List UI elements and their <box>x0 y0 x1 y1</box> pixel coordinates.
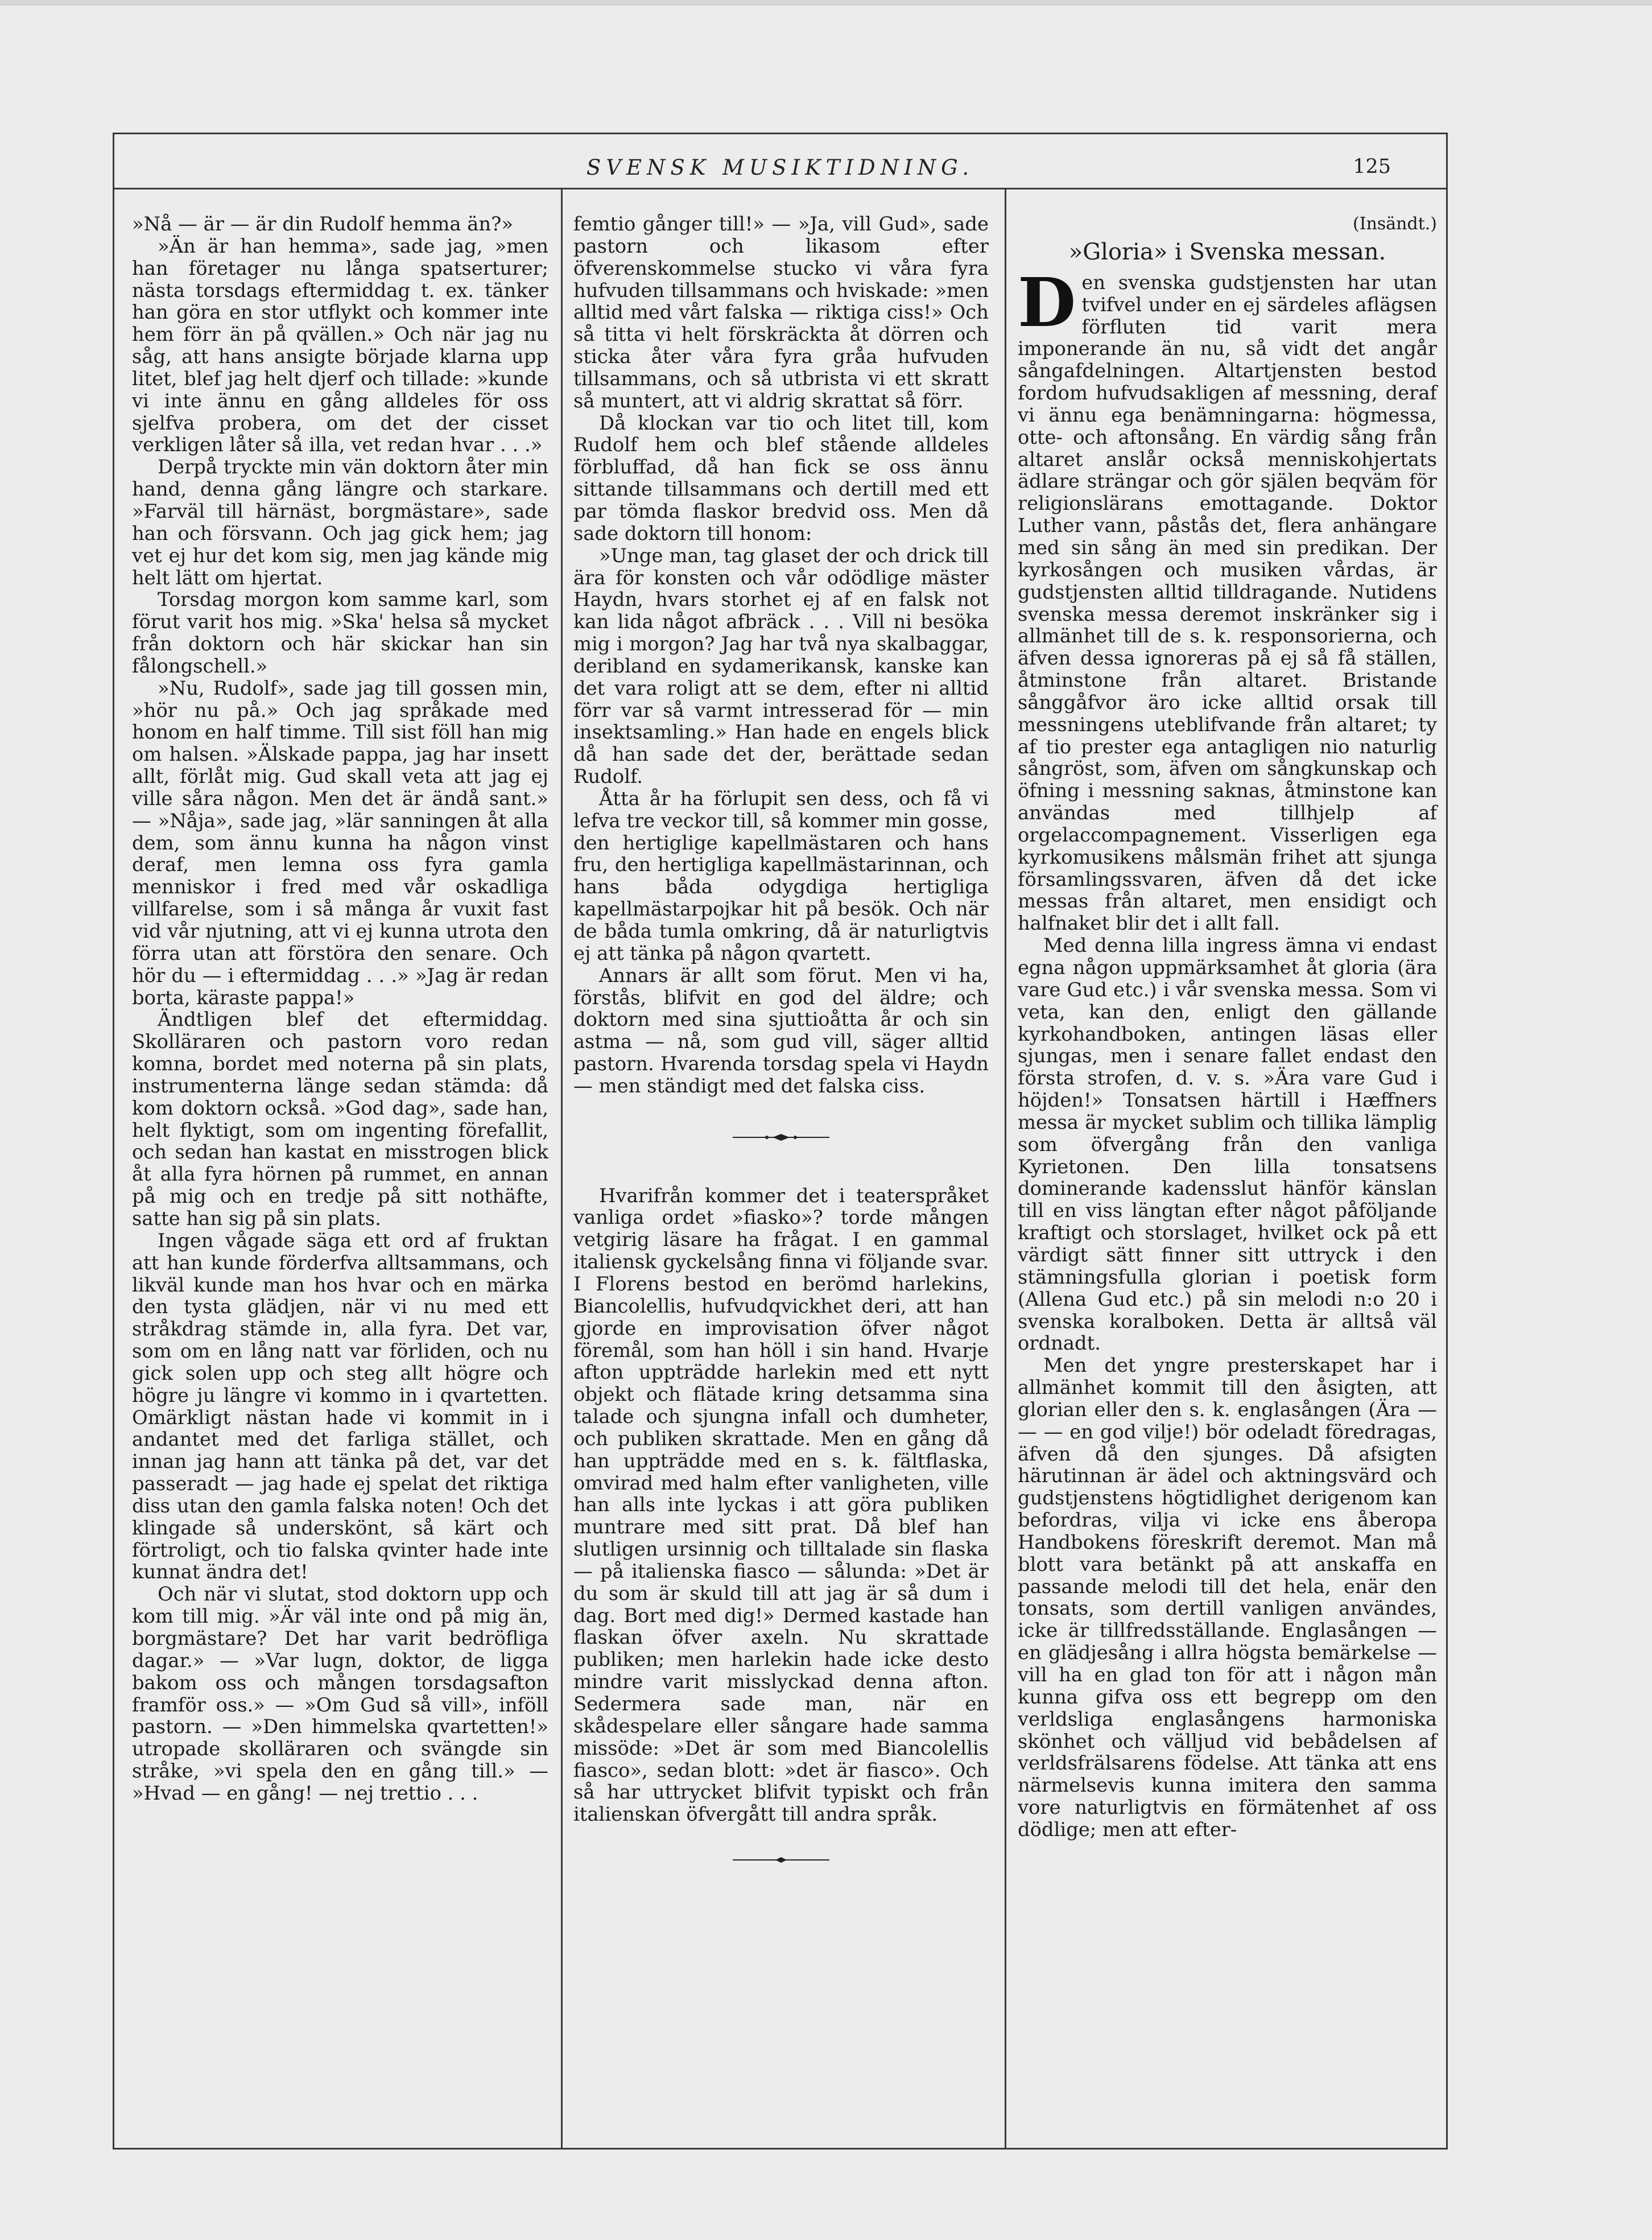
paragraph: Och när vi slutat, stod doktorn upp och kom till mig. »Är väl inte ond på mig än, borgmästare? Det har varit bedröfliga dagar.» — »Var lugn, doktor, de ligga bakom oss och mången torsdagsafton framför oss.» — »Om Gud så vill», inföll pastorn. — »Den himmelska qvartetten!» utropade skolläraren och svängde sin stråke, »vi spela den en gång till.» — »Hvad — en gång! — nej trettio . . . <box>132 1583 548 1804</box>
paragraph: »Nu, Rudolf», sade jag till gossen min, »hör nu på.» Och jag språkade med honom en half timme. Till sist föll han mig om halsen. »Älskade pappa, jag har insett allt, förlåt mig. Gud skall veta att jag ej ville såra någon. Men det är ändå sant.» — »Nåja», sade jag, »lär sanningen åt alla dem, som ännu kunna ha någon vinst deraf, men lemna oss fyra gamla menniskor i fred med vår oskadliga villfarelse, som i så många år vuxit fast vid vår njutning, att vi ej kunna utrota den förra utan att förstöra den senare. Och hör du — i eftermiddag . . .» »Jag är redan borta, käraste pappa!» <box>132 676 548 1009</box>
paragraph: Hvarifrån kommer det i teaterspråket vanliga ordet »fiasko»? torde mången vetgirig läsare ha frågat. I en gammal italiensk gyckelsång finna vi följande svar. I Florens bestod en berömd harlekins, Biancolellis, hufvudqvickhet deri, att han gjorde en improvisation öfver något föremål, som han höll i sin hand. Hvarje afton uppträdde harlekin med ett nytt objekt och flätade kring detsamma sina talade och sjungna infall och dumheter, och publiken skrattade. Men en gång då han uppträdde med en s. k. fältflaska, omvirad med halm efter vanligheten, ville han alls inte lyckas i att göra publiken muntrare med sitt prat. Då blef han slutligen ursinnig och tilltalade sin flaska — på italienska fiasco — sålunda: »Det är du som är skuld till att jag är så dum i dag. Bort med dig!» Dermed kastade han flaskan öfver axeln. Nu skrattade publiken; men harlekin hade icke desto mindre varit misslyckad denna afton. Sedermera sade man, när en skådespelare eller sångare hade samma missöde: »Det är som med Biancolellis fiasco», sedan blott: »det är fiasco». Och så har uttrycket blifvit typiskt och från italienskan öfvergått till andra språk. <box>573 1184 989 1826</box>
column-3 <box>1018 213 1437 1841</box>
paragraph <box>1018 262 1437 935</box>
paragraph: Då klockan var tio och litet till, kom Rudolf hem och blef stående alldeles förbluffad, då han fick se oss ännu sittande tillsammans och dertill med ett par tömda flaskor bredvid oss. Men då sade doktorn till honom: <box>573 411 989 544</box>
paragraph-text: en svenska gudstjensten har utan tvifvel under en ej särdeles aflägsen förfluten tid varit mera imponerande än nu, så vidt det angår sångafdelningen. Altartjensten bestod fordom hufvudsakligen af messning, deraf vi ännu ega benämningarna: högmessa, otte- och aftonsång. En värdig sång från altaret anslår också menniskohjertats ädlare strängar och gör själen beqväm för religionslärans emottagande. Doktor Luther vann, påstås det, flera anhängare med sin sång än med sin predikan. Der kyrkosången och musiken vårdas, är gudstjensten alltid tilldragande. Nutidens svenska messa deremot inskränker sig i allmänhet till de s. k. responsorierna, och äfven dessa ignoreras på ej så få ställen, åtminstone från altaret. Bristande sånggåfvor äro icke alltid orsak till messningens uteblifvande från altaret; ty af tio prester ega antagligen nio naturlig sångröst, som, äfven om sångkunskap och öfning i messning saknas, åtminstone kan användas med tillhjelp af orgelaccompagnement. Visserligen ega kyrkomusikens målsmän frihet att sjunga församlingssvaren, äfven då det icke messas från altaret, men ensidigt och halfnaket blir det i allt fall. <box>1018 271 1437 935</box>
paragraph: »Nå — är — är din Rudolf hemma än?» <box>132 213 513 235</box>
column-2 <box>573 213 989 1876</box>
paragraph: Ingen vågade säga ett ord af fruktan att han kunde förderfva alltsammans, och likväl kunde man hos hvar och en märka den tysta glädjen, när vi nu med ett stråkdrag stämde in, alla fyra. Det var, som om en lång natt var förliden, och nu gick solen upp och steg allt högre och högre ju längre vi kommo in i qvartetten. Omärkligt nästan hade vi kommit in i andantet med det farliga stället, och innan jag hann att tänka på det, var det passeradt — jag hade ej spelat det riktiga diss utan den gamla falska noten! Och det klingade så underskönt, så kärt och förtroligt, och tio falska qvinter hade inte kunnat ändra det! <box>132 1229 548 1583</box>
paragraph: femtio gånger till!» — »Ja, vill Gud», sade pastorn och likasom efter öfverenskommelse stucko vi våra fyra hufvuden tillsammans och hviskade: »men alltid med vårt falska — riktiga ciss!» Och så titta vi helt förskräckta åt dörren och sticka åter våra fyra gråa hufvuden tillsammans, och så utbrista vi ett skratt så muntert, att vi aldrig skrattat så förr. <box>573 213 989 412</box>
paragraph: Torsdag morgon kom samme karl, som förut varit hos mig. »Ska' helsa så mycket från doktorn och här skickar han sin fålongschell.» <box>132 588 548 677</box>
running-header <box>113 145 1448 185</box>
header-rule <box>113 188 1448 189</box>
column-divider-2 <box>1005 189 1006 2150</box>
journal-title: SVENSK MUSIKTIDNING. <box>586 155 974 180</box>
paragraph: Annars är allt som förut. Men vi ha, förstås, blifvit en god del äldre; och doktorn med sina sjuttioåtta år och sin astma — nå, som gud vill, säger alltid pastorn. Hvarenda torsdag spela vi Haydn — men ständigt med det falska ciss. <box>573 964 989 1097</box>
paragraph: Med denna lilla ingress ämna vi endast egna någon uppmärksamhet åt gloria (ära vare Gud etc.) i vår svenska messa. Som vi veta, kan den, enligt den gällande kyrkohandboken, antingen läsas eller sjungas, men i senare fallet endast den första strofen, d. v. s. »Ära vare Gud i höjden!» Tonsatsen härtill i Hæffners messa är mycket sublim och tillika lämplig som öfvergång från den vanliga Kyrietonen. Den lilla tonsatsens dominerande kadensslut hänför känslan till en viss längtan efter något påföljande kraftigt och storslaget, hvilket ock på ett värdigt sätt finner sitt uttryck i den stämningsfulla glorian i poetisk form (Allena Gud etc.) på sin melodi n:o 20 i svenska koralboken. Detta är alltså väl ordnadt. <box>1018 934 1437 1355</box>
paragraph: Men det yngre presterskapet har i allmänhet kommit till den åsigten, att glorian eller den s. k. englasången (Ära — — — en god vilje!) bör odeladt föredragas, äfven då den sjunges. Då afsigten härutinnan är ädel och aktningsvärd och gudstjenstens högtidlighet derigenom kan befordras, vilja vi icke ens åberopa Handbokens föreskrift deremot. Man må blott vara betänkt på att anskaffa en passande melodi till det hela, enär den tonsats, som dertill vanligen användes, icke är tillfredsställande. Englasången — en glädjesång i allra högsta bemärkelse — vill ha en glad ton för att i någon mån kunna gifva oss ett begrepp om den verldsliga englasångens harmoniska skönhet och välljud vid bebådelsen af verldsfrälsarens födelse. Att tänka att ens närmelsevis kunna imitera den samma vore naturligtvis en förmätenhet af oss dödlige; men att efter- <box>1018 1354 1437 1841</box>
article-title: »Gloria» i Svenska messan. <box>1068 238 1386 265</box>
drop-cap: D <box>1018 262 1076 342</box>
paragraph: Derpå tryckte min vän doktorn åter min hand, denna gång längre och starkare. »Farväl till härnäst, borgmästare», sade han och försvann. Och jag gick hem; jag vet ej hur det kom sig, men jag kände mig helt lätt om hjertat. <box>132 456 548 589</box>
paragraph: »Än är han hemma», sade jag, »men han företager nu långa spatserturer; nästa torsdags eftermiddag t. ex. tänker han göra en stor utflykt och kommer inte hem förr än på qvällen.» Och när jag nu såg, att hans ansigte började klarna upp litet, blef jag helt djerf och tillade: »kunde vi inte ännu en gång alldeles för oss sjelfva probera, om det der cisset verkligen låter så illa, vet redan hvar . . .» <box>132 234 548 456</box>
page-number: 125 <box>1353 155 1391 178</box>
column-divider-1 <box>561 189 563 2150</box>
section-ornament <box>573 1126 989 1149</box>
paragraph: Ändtligen blef det eftermiddag. Skolläraren och pastorn voro redan komna, bordet med noterna på sin plats, instrumenterna länge sedan stämda: då kom doktorn också. »God dag», sade han, helt flyktigt, som om ingenting förefallit, och sedan han kastat en misstrogen blick åt alla fyra hörnen på rummet, en annan på mig och en tredje på sitt nothäfte, satte han sig på sin plats. <box>132 1008 548 1230</box>
column-1 <box>132 213 548 1805</box>
paragraph: Åtta år ha förlupit sen dess, och få vi lefva tre veckor till, så kommer min gosse, den hertiglige kapellmästaren och hans fru, den hertigliga kapellmästarinnan, och hans båda odygdiga hertigliga kapellmästarpojkar hit på besök. Och när de båda tumla omkring, då är naturligtvis ej att tänka på någon qvartett. <box>573 787 989 964</box>
paragraph: »Unge man, tag glaset der och drick till ära för konsten och vår odödlige mäster Haydn, hvars storhet ej af en falsk not kan lida något afbräck . . . Vill ni besöka mig i morgon? Jag har två nya skalbaggar, deribland en sydamerikansk, kanske kan det vara roligt att se dem, efter ni alltid förr var så varmt intresserad för — min insektsamling.» Han hade en engels blick då han sade det der, berättade sedan Rudolf. <box>573 544 989 788</box>
submission-note: (Insändt.) <box>1353 214 1437 234</box>
top-edge-shadow <box>0 0 1652 6</box>
end-ornament <box>573 1849 989 1871</box>
